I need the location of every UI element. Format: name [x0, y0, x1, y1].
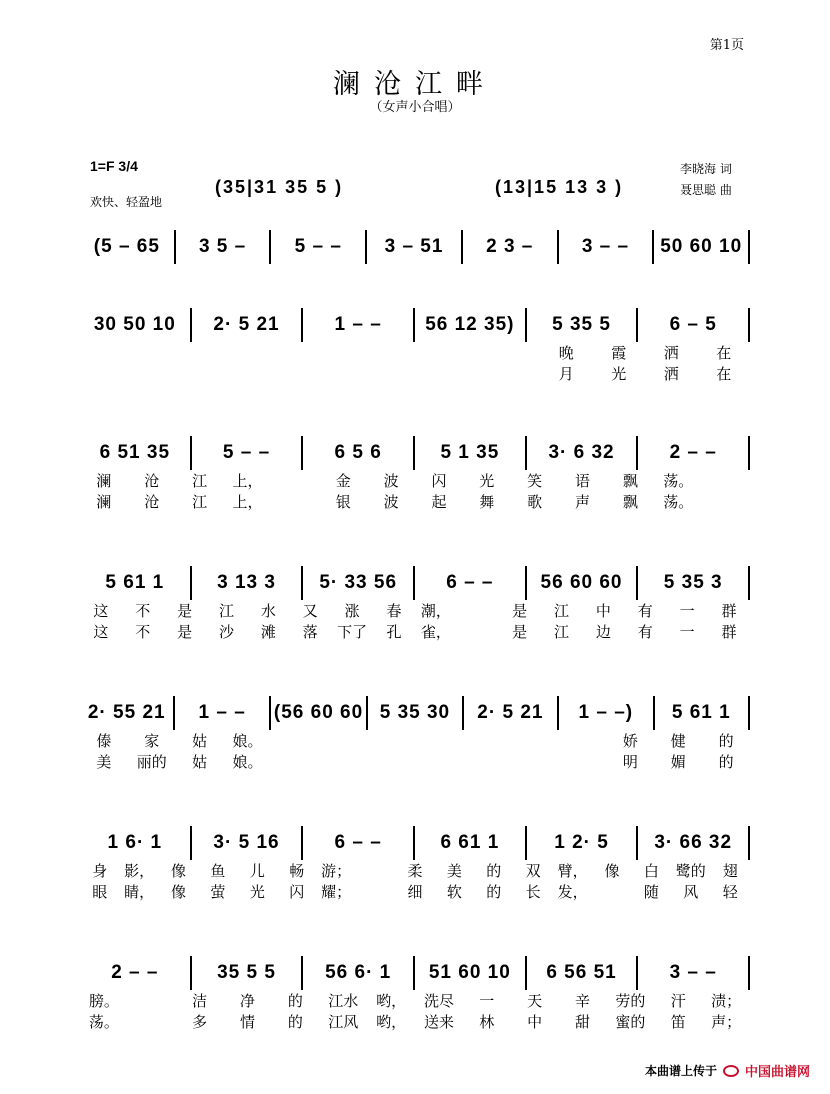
lyric-verse-1: 膀。 洁 净 的 江水 哟， 洗尽 一 天 辛 劳的 汗 渍； [88, 992, 742, 1010]
lyricist-credit: 李晓海 词 [680, 162, 732, 176]
measure: 56 6· 1 [325, 962, 392, 983]
score-line-4 [80, 558, 750, 641]
lyric-verse-1: 晚 霞 洒 在 [558, 344, 732, 362]
measure: 2· 55 21 [87, 702, 166, 723]
measure: 6 – – [334, 832, 382, 853]
lyric-verse-2: 月 光 洒 在 [558, 365, 732, 383]
upload-text: 本曲谱上传于 [644, 1064, 717, 1078]
measure: 3· 66 32 [654, 832, 733, 853]
page-number: 第1页 [709, 38, 744, 53]
measure: 5· 33 56 [319, 572, 398, 593]
measure: 2· 5 21 [477, 702, 544, 723]
score-line-1 [80, 222, 750, 262]
score-line-6 [80, 818, 750, 901]
measure: 1 – – [198, 702, 246, 723]
measure: 2 – – [111, 962, 159, 983]
measure: 3 – – [669, 962, 717, 983]
measure: 30 50 10 [93, 314, 176, 335]
score-line-3 [80, 428, 750, 511]
measure: 3· 6 32 [548, 442, 615, 463]
score-line-5 [80, 688, 750, 771]
measure: 5 61 1 [671, 702, 731, 723]
lyric-verse-2: 眼 睛， 像 萤 光 闪 耀； 细 软 的 长 发， 随 风 轻 [92, 883, 738, 901]
measure: 5 35 5 [552, 314, 611, 335]
lyric-verse-1: 身 影， 像 鱼 儿 畅 游； 柔 美 的 双 臂， 像 白 鹭的 翅 [92, 862, 738, 880]
key-signature: 1=F 3/4 [90, 158, 138, 174]
measure: 6 56 51 [546, 962, 617, 983]
measure: 3 – – [581, 236, 630, 257]
lyric-verse-2: 荡。 多 情 的 江风 哟， 送来 林 中 甜 蜜的 笛 声； [88, 1013, 742, 1031]
song-subtitle: （女声小合唱） [369, 100, 461, 115]
song-title: 澜沧江畔 [333, 69, 497, 100]
site-logo-icon [723, 1065, 739, 1077]
lyric-verse-1: 这 不 是 江 水 又 涨 春 潮， 是 江 中 有 一 群 [93, 602, 737, 620]
tempo-marking: 欢快、轻盈地 [90, 195, 163, 209]
measure: 3 13 3 [217, 572, 276, 593]
measure: 5 35 3 [663, 572, 723, 593]
lyric-verse-1: 澜 沧 江 上， 金 波 闪 光 笑 语 飘 荡。 [96, 472, 694, 490]
lyric-verse-1: 傣 家 姑 娘。 娇 健 的 [96, 732, 734, 750]
lyric-verse-2: 这 不 是 沙 滩 落 下了 孔 雀， 是 江 边 有 一 群 [93, 623, 737, 641]
measure: 56 60 60 [540, 572, 623, 593]
measure: 2· 5 21 [213, 314, 280, 335]
measure: 1 – –) [578, 702, 634, 723]
measure: 6 5 6 [334, 442, 382, 463]
measure: (5 – 65 [93, 236, 160, 257]
measure: 3 – 51 [384, 236, 444, 257]
score-line-7 [80, 948, 750, 1031]
intro-phrase-2: (13|15 13 3 ) [495, 177, 624, 197]
composer-credit: 聂思聪 曲 [680, 183, 732, 197]
measure: 1 2· 5 [554, 832, 609, 853]
measure: 2 3 – [486, 236, 534, 257]
score-line-2 [80, 300, 750, 383]
measure: 50 60 10 [660, 236, 743, 257]
measure: 51 60 10 [428, 962, 511, 983]
footer [645, 1061, 810, 1080]
lyric-verse-2: 美 丽的 姑 娘。 明 媚 的 [96, 753, 734, 771]
measure: 5 – – [294, 236, 342, 257]
measure: 6 51 35 [99, 442, 171, 463]
measure: 56 12 35) [425, 314, 515, 335]
measure: 1 – – [334, 314, 382, 335]
measure: (56 60 60 [273, 702, 364, 723]
measure: 6 – 5 [669, 314, 717, 335]
intro-phrase-1: (35|31 35 5 ) [215, 177, 344, 197]
measure: 6 – – [446, 572, 494, 593]
measure: 35 5 5 [217, 962, 276, 983]
measure: 5 35 30 [379, 702, 451, 723]
measure: 5 61 1 [105, 572, 165, 593]
measure: 3· 5 16 [213, 832, 280, 853]
measure: 5 – – [222, 442, 271, 463]
measure: 1 6· 1 [107, 832, 163, 853]
measure: 3 5 – [198, 236, 247, 257]
measure: 2 – – [669, 442, 717, 463]
lyric-verse-2: 澜 沧 江 上， 银 波 起 舞 歌 声 飘 荡。 [96, 493, 694, 511]
measure: 6 61 1 [440, 832, 500, 853]
site-name[interactable]: 中国曲谱网 [744, 1065, 810, 1080]
measure: 5 1 35 [440, 442, 500, 463]
